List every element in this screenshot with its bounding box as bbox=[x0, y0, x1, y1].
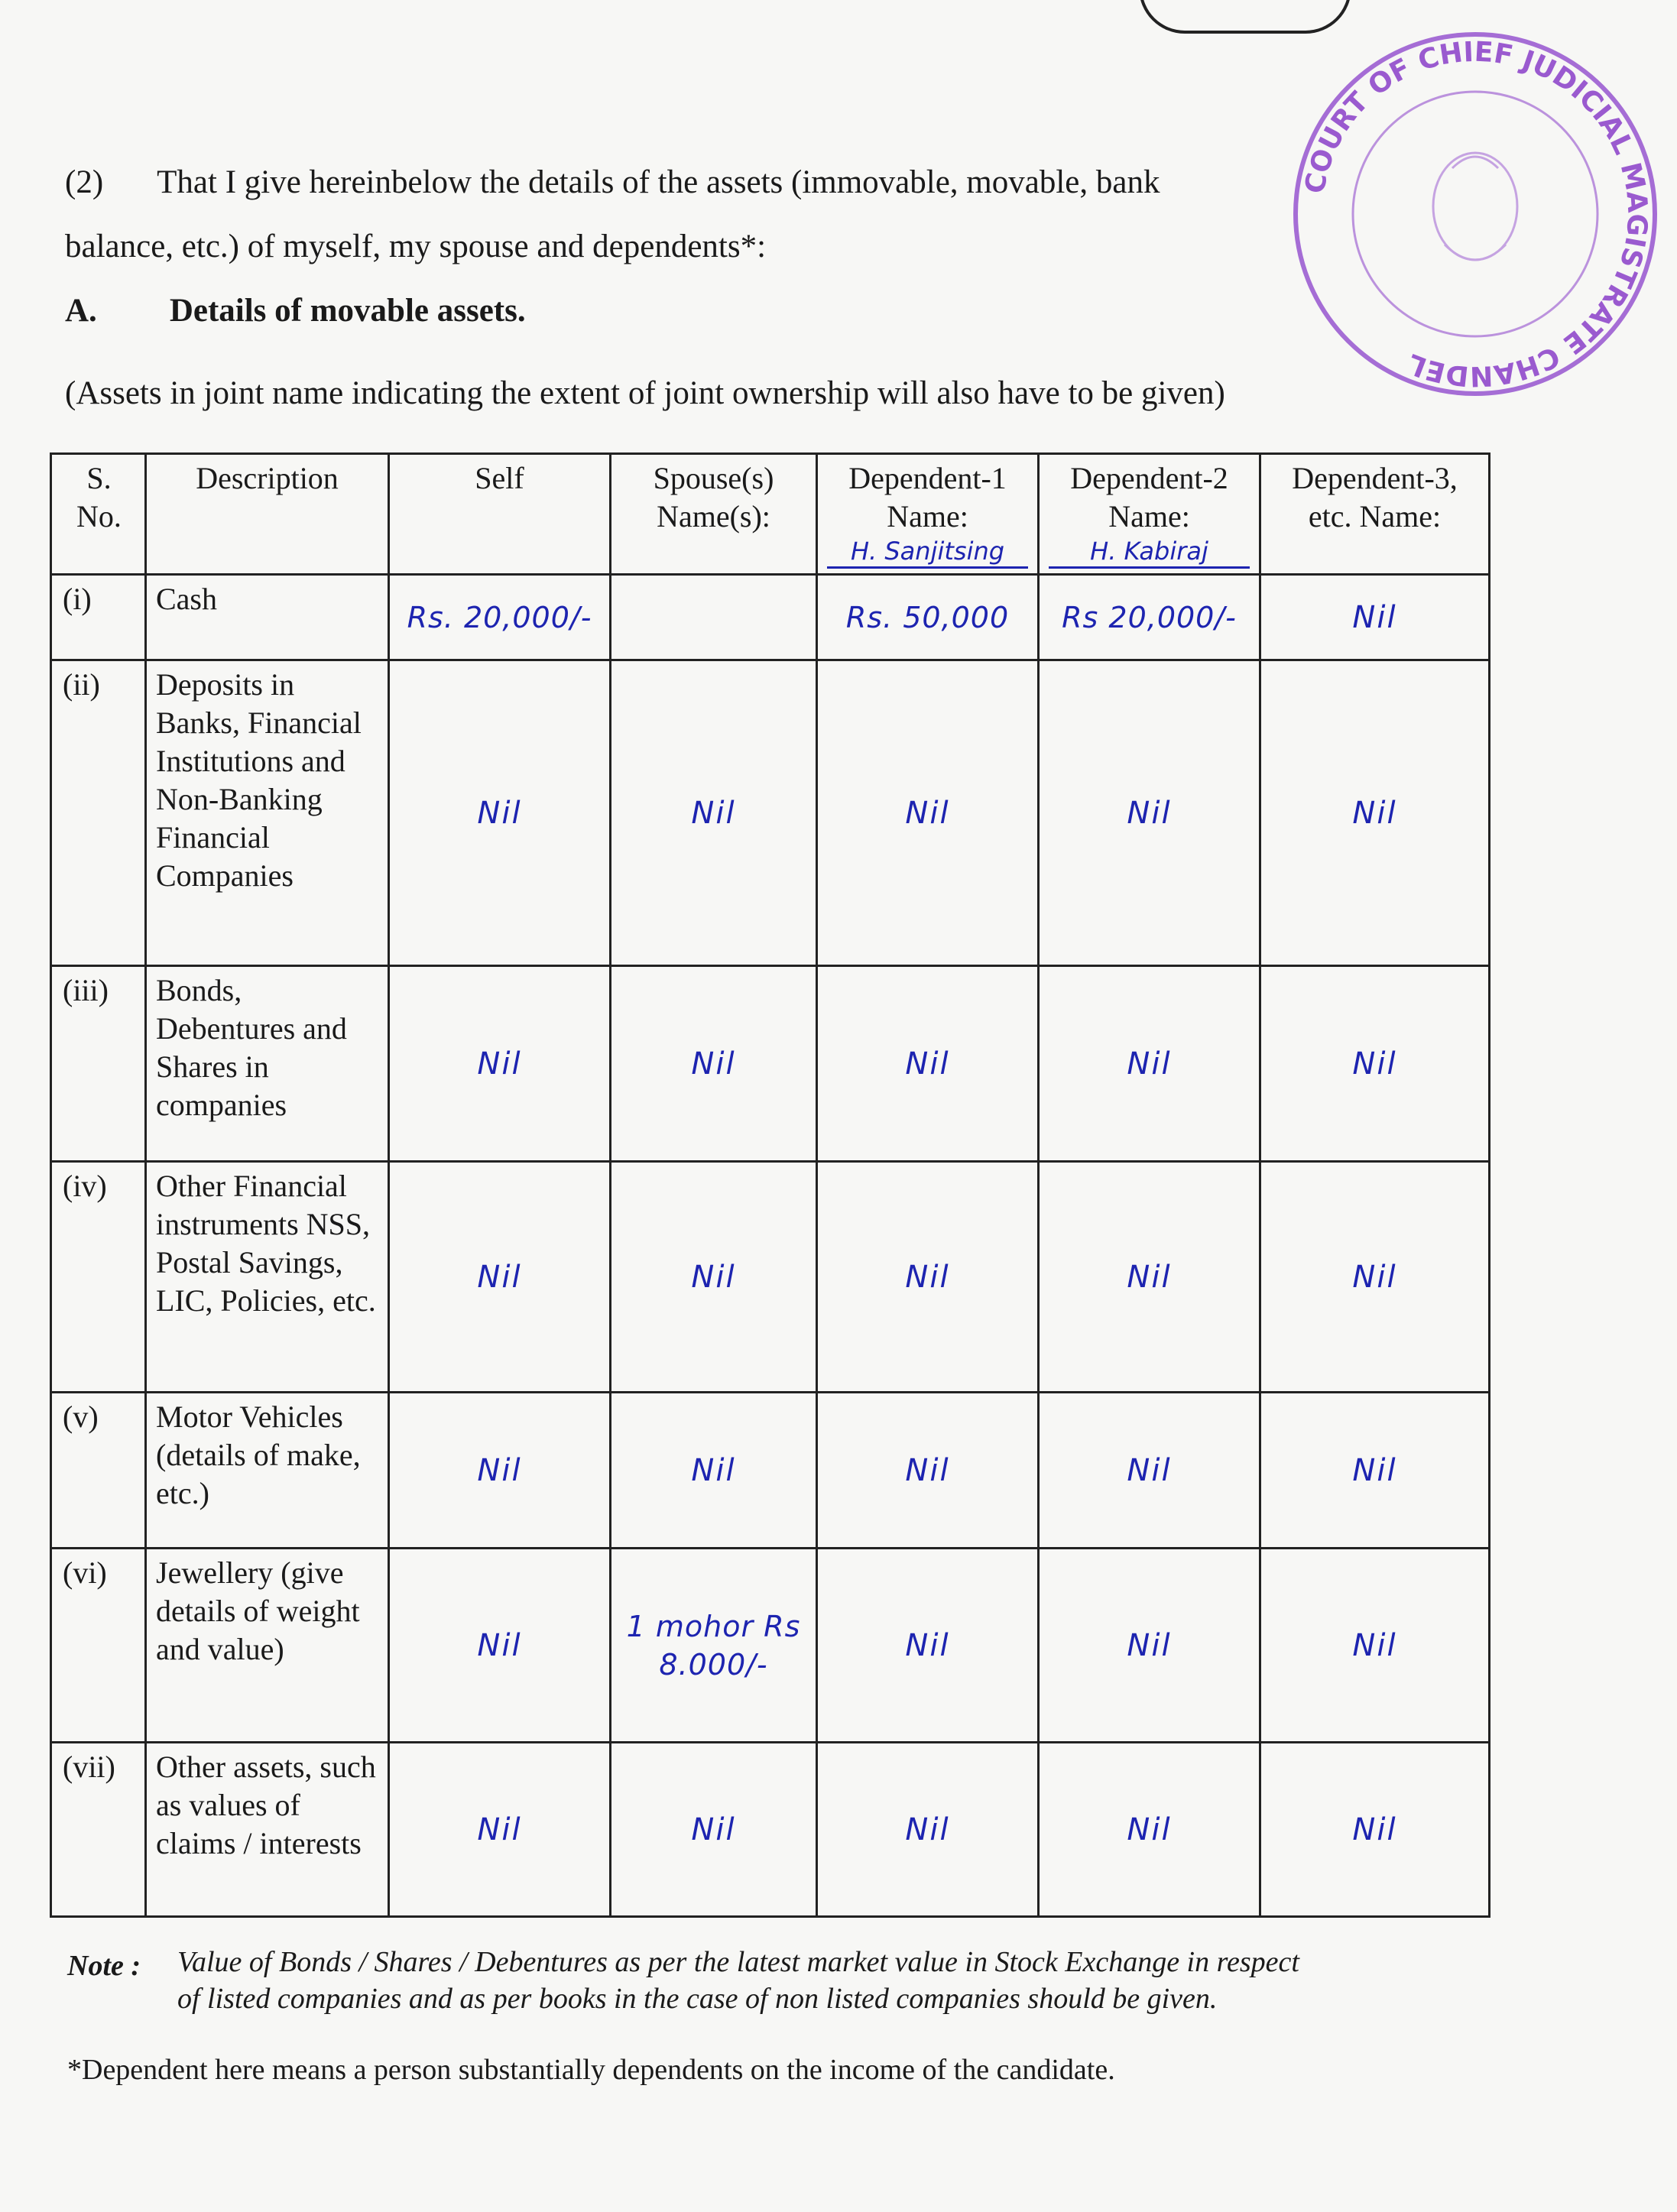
cell-dependent-3: Nil bbox=[1260, 966, 1490, 1162]
table-row bbox=[51, 575, 1490, 660]
header-description: Description bbox=[146, 454, 389, 575]
row-sno: (vi) bbox=[51, 1549, 146, 1743]
cell-dependent-1: Nil bbox=[817, 1743, 1039, 1917]
header-self: Self bbox=[389, 454, 611, 575]
cell-dependent-2: Nil bbox=[1039, 1549, 1260, 1743]
row-sno: (i) bbox=[51, 575, 146, 660]
section-heading bbox=[65, 290, 526, 332]
dependent-footnote: *Dependent here means a person substantially dependents on the income of the candidate. bbox=[67, 2054, 1115, 2086]
header-dependent-1 bbox=[817, 454, 1039, 575]
header-sno: S. No. bbox=[51, 454, 146, 575]
header-dep2-label: Dependent-2 Name: bbox=[1070, 461, 1228, 534]
table-row bbox=[51, 966, 1490, 1162]
cell-dependent-2: Rs 20,000/- bbox=[1039, 575, 1260, 660]
row-sno: (ii) bbox=[51, 660, 146, 966]
note-line-2: of listed companies and as per books in the case of non listed companies should be given. bbox=[177, 1983, 1218, 2015]
section-letter: A. bbox=[65, 293, 97, 329]
row-description: Other Financial instruments NSS, Postal Savings, LIC, Policies, etc. bbox=[146, 1162, 389, 1393]
note-line-1: Value of Bonds / Shares / Debentures as per the latest market value in Stock Exchange in respect bbox=[177, 1946, 1299, 1978]
cell-dependent-1: Nil bbox=[817, 1393, 1039, 1549]
row-sno: (iii) bbox=[51, 966, 146, 1162]
header-dep1-label: Dependent-1 Name: bbox=[848, 461, 1007, 534]
note-label: Note : bbox=[67, 1950, 141, 1982]
cell-dependent-3: Nil bbox=[1260, 1743, 1490, 1917]
table-row bbox=[51, 1743, 1490, 1917]
cell-dependent-3: Nil bbox=[1260, 1162, 1490, 1393]
table-header-row bbox=[51, 454, 1490, 575]
cell-self: Nil bbox=[389, 1549, 611, 1743]
row-description: Other assets, such as values of claims / interests bbox=[146, 1743, 389, 1917]
cell-dependent-1: Nil bbox=[817, 966, 1039, 1162]
cell-dependent-2: Nil bbox=[1039, 1743, 1260, 1917]
row-description: Jewellery (give details of weight and value) bbox=[146, 1549, 389, 1743]
intro-text-1: That I give hereinbelow the details of the assets (immovable, movable, bank bbox=[157, 164, 1160, 200]
table-row bbox=[51, 660, 1490, 966]
cell-dependent-1: Nil bbox=[817, 660, 1039, 966]
cell-self: Nil bbox=[389, 1162, 611, 1393]
row-description: Deposits in Banks, Financial Institutions and Non-Banking Financial Companies bbox=[146, 660, 389, 966]
cell-spouse: Nil bbox=[611, 1162, 817, 1393]
cell-spouse bbox=[611, 575, 817, 660]
header-spouse: Spouse(s) Name(s): bbox=[611, 454, 817, 575]
cell-dependent-2: Nil bbox=[1039, 966, 1260, 1162]
cell-spouse: Nil bbox=[611, 660, 817, 966]
cell-spouse: Nil bbox=[611, 1393, 817, 1549]
cell-dependent-3: Nil bbox=[1260, 575, 1490, 660]
cell-dependent-2: Nil bbox=[1039, 1393, 1260, 1549]
intro-line-1 bbox=[65, 162, 1410, 203]
court-seal-stamp bbox=[1276, 15, 1674, 413]
cell-self: Nil bbox=[389, 966, 611, 1162]
cell-dependent-2: Nil bbox=[1039, 660, 1260, 966]
row-sno: (vii) bbox=[51, 1743, 146, 1917]
header-dependent-2 bbox=[1039, 454, 1260, 575]
section-title: Details of movable assets. bbox=[169, 293, 526, 329]
row-sno: (iv) bbox=[51, 1162, 146, 1393]
cell-dependent-3: Nil bbox=[1260, 660, 1490, 966]
cell-dependent-1: Nil bbox=[817, 1162, 1039, 1393]
dependent-1-name: H. Sanjitsing bbox=[827, 536, 1028, 569]
cell-self: Rs. 20,000/- bbox=[389, 575, 611, 660]
row-sno: (v) bbox=[51, 1393, 146, 1549]
row-description: Motor Vehicles (details of make, etc.) bbox=[146, 1393, 389, 1549]
cell-dependent-3: Nil bbox=[1260, 1393, 1490, 1549]
table-row bbox=[51, 1549, 1490, 1743]
table-row bbox=[51, 1162, 1490, 1393]
header-dependent-3: Dependent-3, etc. Name: bbox=[1260, 454, 1490, 575]
cell-spouse: Nil bbox=[611, 966, 817, 1162]
intro-line-2: balance, etc.) of myself, my spouse and dependents*: bbox=[65, 229, 767, 264]
cell-dependent-3: Nil bbox=[1260, 1549, 1490, 1743]
dependent-2-name: H. Kabiraj bbox=[1049, 536, 1250, 569]
cell-spouse: 1 mohor Rs 8.000/- bbox=[611, 1549, 817, 1743]
cell-self: Nil bbox=[389, 1393, 611, 1549]
joint-ownership-note: (Assets in joint name indicating the extent of joint ownership will also have to be given) bbox=[65, 375, 1225, 411]
row-description: Cash bbox=[146, 575, 389, 660]
cell-dependent-2: Nil bbox=[1039, 1162, 1260, 1393]
seal-text: COURT OF CHIEF JUDICIAL MAGISTRATE CHANDEL bbox=[1299, 36, 1653, 392]
intro-number: (2) bbox=[65, 164, 104, 200]
table-row bbox=[51, 1393, 1490, 1549]
cell-self: Nil bbox=[389, 660, 611, 966]
cell-self: Nil bbox=[389, 1743, 611, 1917]
row-description: Bonds, Debentures and Shares in companies bbox=[146, 966, 389, 1162]
cell-spouse: Nil bbox=[611, 1743, 817, 1917]
cell-dependent-1: Nil bbox=[817, 1549, 1039, 1743]
cell-dependent-1: Rs. 50,000 bbox=[817, 575, 1039, 660]
movable-assets-table bbox=[50, 452, 1490, 1918]
